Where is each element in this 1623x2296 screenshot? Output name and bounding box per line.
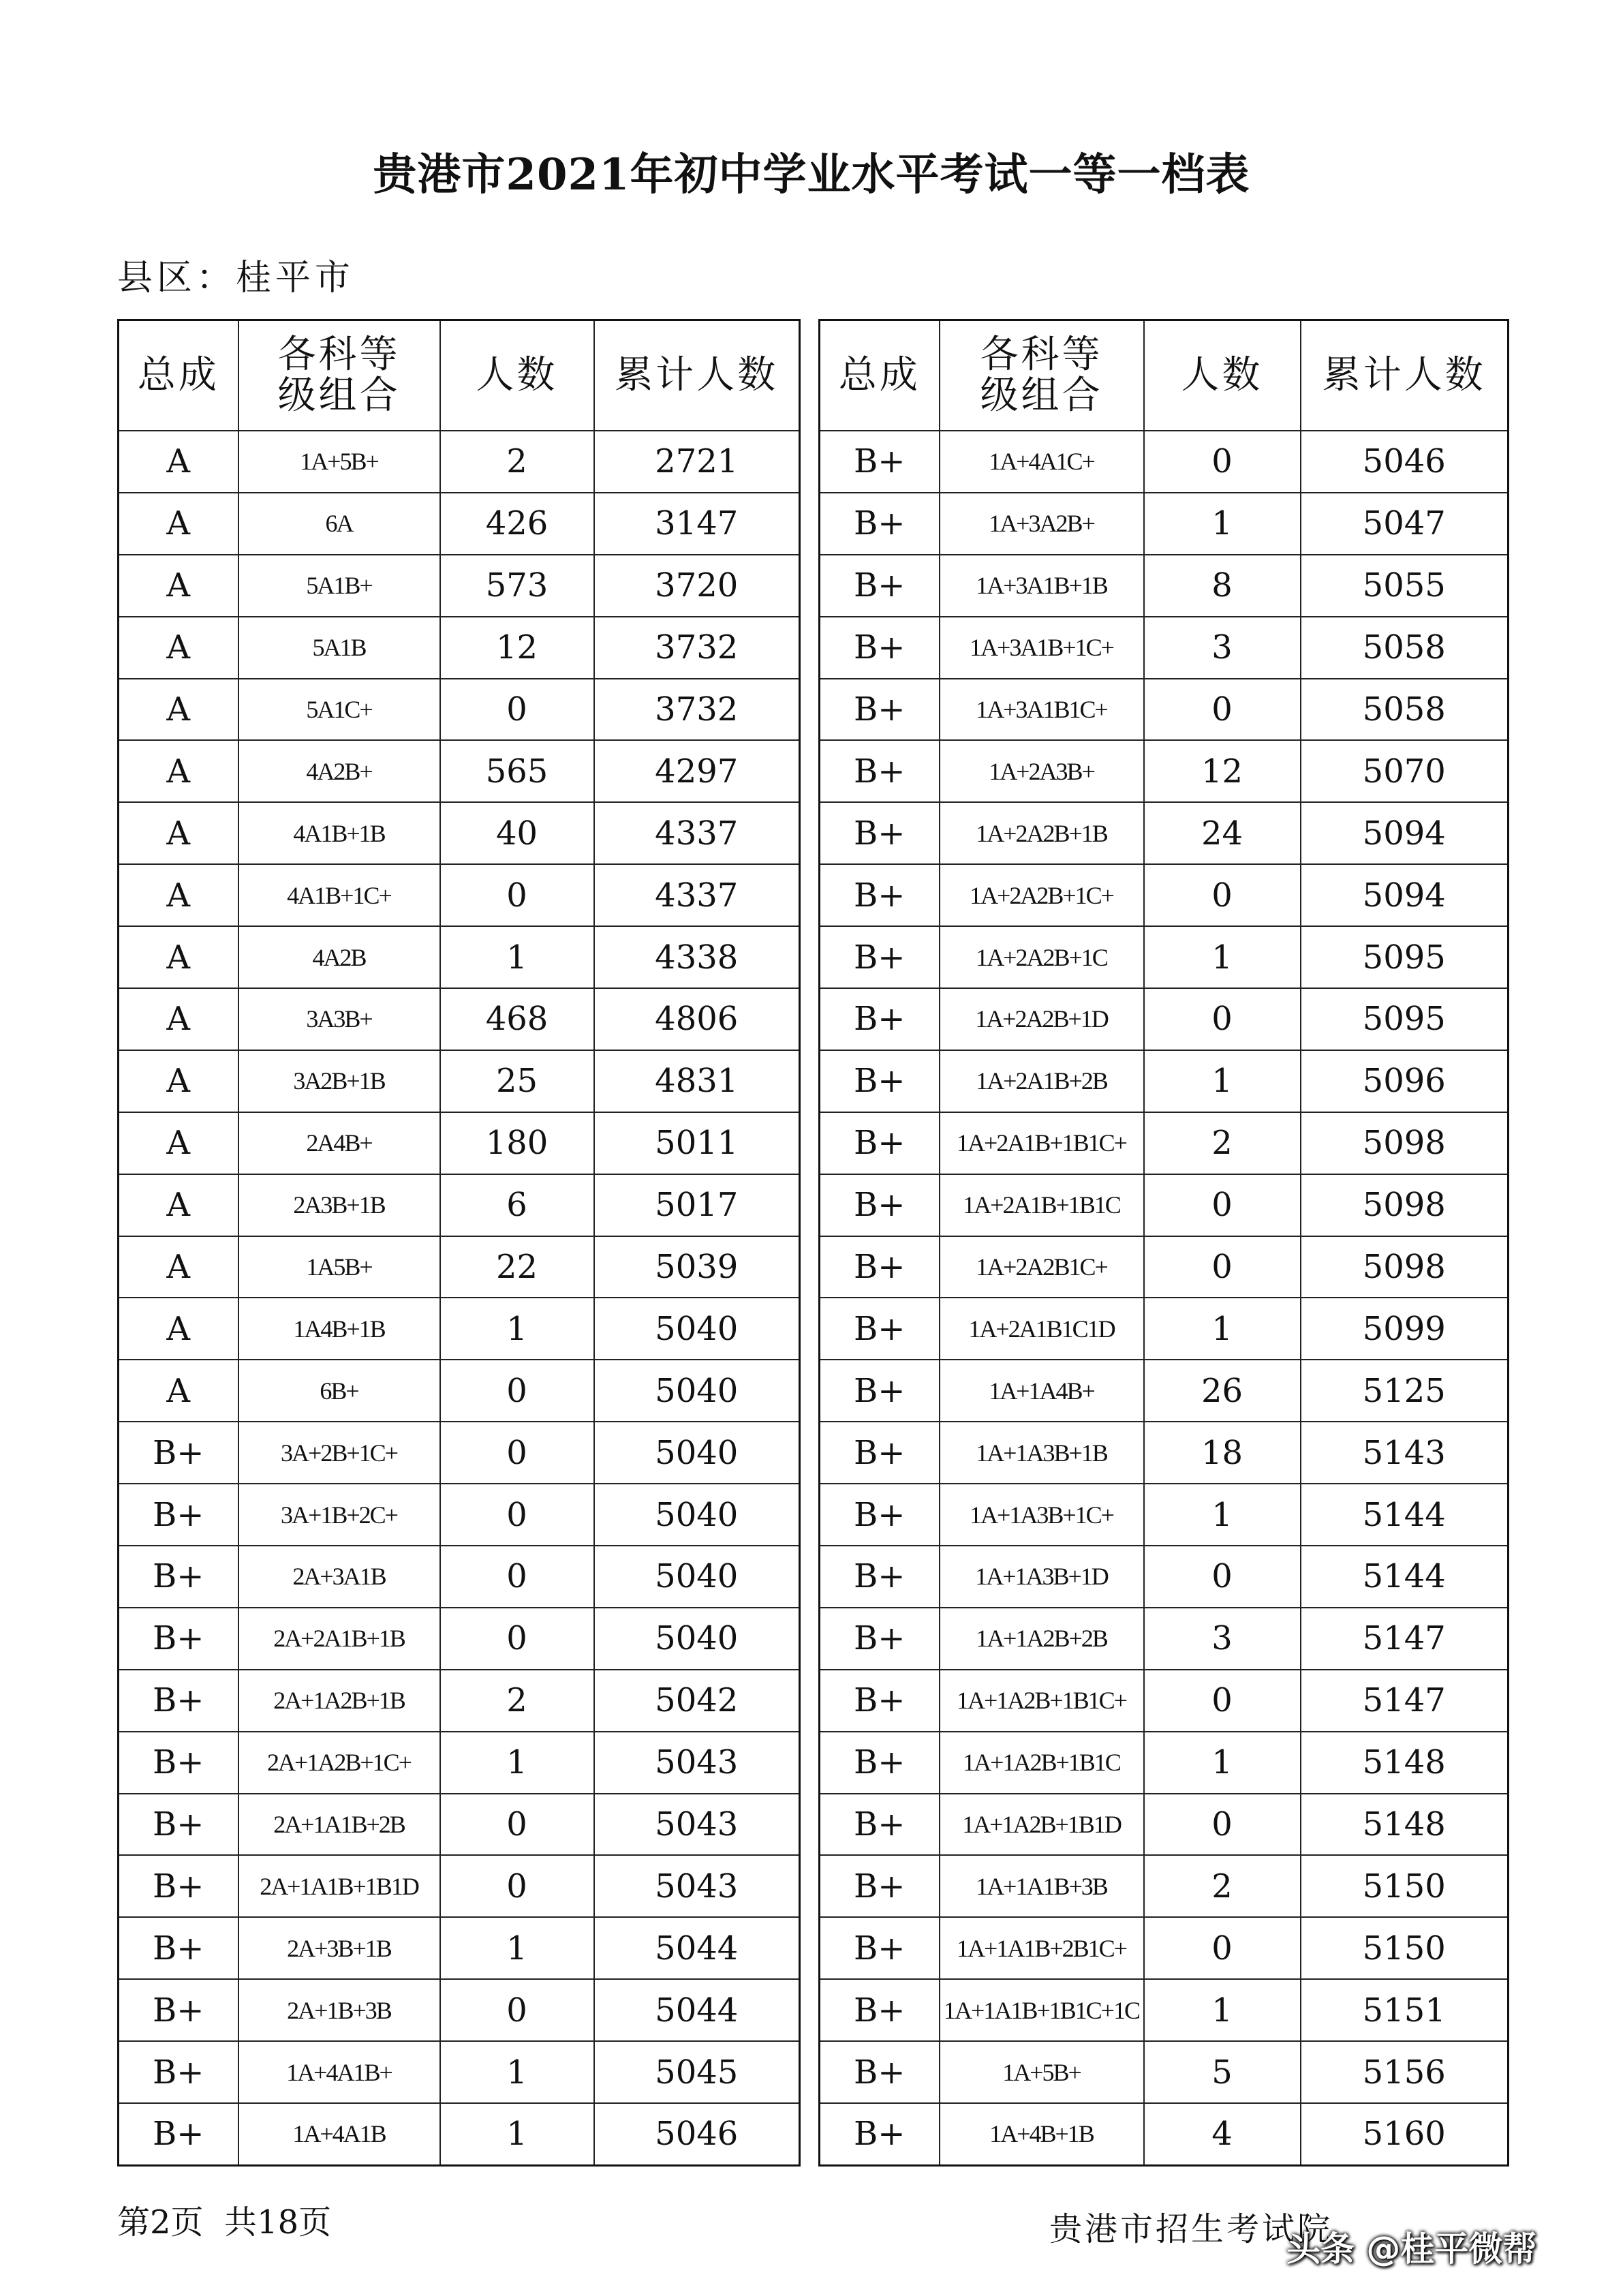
cell-count: 1 <box>1144 493 1301 555</box>
cell-cumulative: 4806 <box>594 988 800 1050</box>
cell-cumulative: 5044 <box>594 1979 800 2041</box>
table-row <box>119 1732 800 1794</box>
cell-cumulative: 5143 <box>1301 1422 1509 1484</box>
cell-subject-combo: 4A1B+1B <box>238 802 440 864</box>
cell-cumulative: 5043 <box>594 1855 800 1917</box>
cell-cumulative: 5098 <box>1301 1112 1509 1174</box>
table-row <box>119 1360 800 1422</box>
table-row <box>820 1794 1509 1856</box>
cell-subject-combo: 3A+1B+2C+ <box>238 1484 440 1546</box>
table-row <box>820 1855 1509 1917</box>
cell-count: 40 <box>440 802 594 864</box>
table-row <box>119 1484 800 1546</box>
cell-subject-combo: 2A+1A1B+2B <box>238 1794 440 1856</box>
cell-total-grade: B+ <box>820 1855 940 1917</box>
cell-subject-combo: 4A1B+1C+ <box>238 864 440 926</box>
cell-count: 0 <box>1144 1794 1301 1856</box>
cell-subject-combo: 2A+2A1B+1B <box>238 1608 440 1670</box>
cell-count: 1 <box>440 1298 594 1360</box>
cell-count: 0 <box>440 1979 594 2041</box>
cell-cumulative: 5055 <box>1301 555 1509 617</box>
cell-cumulative: 4338 <box>594 926 800 988</box>
cell-total-grade: A <box>119 926 238 988</box>
cell-total-grade: B+ <box>820 1298 940 1360</box>
issuing-org: 贵港市招生考试院 <box>1049 2210 1333 2248</box>
cell-cumulative: 5150 <box>1301 1917 1509 1979</box>
cell-total-grade: A <box>119 679 238 741</box>
cell-count: 25 <box>440 1050 594 1112</box>
cell-cumulative: 5156 <box>1301 2041 1509 2103</box>
cell-subject-combo: 1A+5B+ <box>238 431 440 493</box>
cell-subject-combo: 2A+3B+1B <box>238 1917 440 1979</box>
cell-subject-combo: 1A+1A3B+1C+ <box>940 1484 1144 1546</box>
cell-subject-combo: 3A2B+1B <box>238 1050 440 1112</box>
cell-cumulative: 5058 <box>1301 679 1509 741</box>
cell-subject-combo: 1A+2A2B+1D <box>940 988 1144 1050</box>
cell-total-grade: B+ <box>820 1050 940 1112</box>
table-row <box>119 1608 800 1670</box>
table-row <box>119 1174 800 1236</box>
cell-count: 0 <box>440 864 594 926</box>
table-row <box>820 1422 1509 1484</box>
table-row <box>119 617 800 679</box>
table-row <box>119 555 800 617</box>
table-row <box>820 1670 1509 1732</box>
cell-subject-combo: 1A+2A1B+1B1C+ <box>940 1112 1144 1174</box>
cell-cumulative: 4337 <box>594 802 800 864</box>
table-row <box>119 1298 800 1360</box>
cell-cumulative: 2721 <box>594 431 800 493</box>
cell-total-grade: B+ <box>820 802 940 864</box>
cell-count: 1 <box>440 1732 594 1794</box>
cell-subject-combo: 3A3B+ <box>238 988 440 1050</box>
cell-cumulative: 4831 <box>594 1050 800 1112</box>
cell-count: 426 <box>440 493 594 555</box>
cell-cumulative: 5094 <box>1301 802 1509 864</box>
cell-cumulative: 5096 <box>1301 1050 1509 1112</box>
table-row <box>119 1050 800 1112</box>
cell-cumulative: 5040 <box>594 1546 800 1608</box>
cell-subject-combo: 1A+2A2B+1C+ <box>940 864 1144 926</box>
table-row <box>119 1236 800 1298</box>
cell-subject-combo: 2A4B+ <box>238 1112 440 1174</box>
cell-count: 0 <box>440 1794 594 1856</box>
cell-subject-combo: 2A+1A2B+1B <box>238 1670 440 1732</box>
cell-subject-combo: 6B+ <box>238 1360 440 1422</box>
table-row <box>820 1298 1509 1360</box>
cell-total-grade: A <box>119 555 238 617</box>
cell-total-grade: A <box>119 740 238 802</box>
cell-subject-combo: 1A+1A1B+2B1C+ <box>940 1917 1144 1979</box>
cell-count: 0 <box>1144 1236 1301 1298</box>
cell-total-grade: B+ <box>820 740 940 802</box>
cell-count: 24 <box>1144 802 1301 864</box>
cell-cumulative: 5148 <box>1301 1732 1509 1794</box>
cell-cumulative: 5043 <box>594 1794 800 1856</box>
table-row <box>119 493 800 555</box>
cell-count: 0 <box>1144 988 1301 1050</box>
table-row <box>119 1917 800 1979</box>
cell-count: 2 <box>1144 1855 1301 1917</box>
cell-count: 1 <box>1144 1732 1301 1794</box>
cell-cumulative: 5011 <box>594 1112 800 1174</box>
cell-total-grade: A <box>119 1050 238 1112</box>
table-row <box>820 679 1509 741</box>
cell-count: 1 <box>440 926 594 988</box>
cell-total-grade: B+ <box>820 679 940 741</box>
table-row <box>119 988 800 1050</box>
table-row <box>820 1360 1509 1422</box>
cell-total-grade: B+ <box>119 2103 238 2165</box>
cell-subject-combo: 2A+1A2B+1C+ <box>238 1732 440 1794</box>
cell-total-grade: B+ <box>119 1608 238 1670</box>
cell-count: 0 <box>440 1855 594 1917</box>
table-row <box>119 2103 800 2165</box>
cell-subject-combo: 1A+4A1B+ <box>238 2041 440 2103</box>
header-total-grade: 总成 <box>119 320 238 431</box>
cell-cumulative: 5094 <box>1301 864 1509 926</box>
cell-subject-combo: 2A+3A1B <box>238 1546 440 1608</box>
cell-count: 0 <box>440 1546 594 1608</box>
cell-cumulative: 3732 <box>594 679 800 741</box>
header-cumulative: 累计人数 <box>594 320 800 431</box>
table-row <box>820 1608 1509 1670</box>
cell-cumulative: 5039 <box>594 1236 800 1298</box>
cell-total-grade: A <box>119 1174 238 1236</box>
cell-count: 1 <box>1144 1050 1301 1112</box>
cell-cumulative: 5144 <box>1301 1546 1509 1608</box>
cell-subject-combo: 6A <box>238 493 440 555</box>
cell-cumulative: 5144 <box>1301 1484 1509 1546</box>
cell-count: 26 <box>1144 1360 1301 1422</box>
cell-subject-combo: 1A+1A2B+1B1D <box>940 1794 1144 1856</box>
cell-total-grade: B+ <box>820 926 940 988</box>
table-row <box>119 740 800 802</box>
cell-count: 12 <box>1144 740 1301 802</box>
cell-total-grade: B+ <box>820 1174 940 1236</box>
table-row <box>119 926 800 988</box>
cell-count: 4 <box>1144 2103 1301 2165</box>
cell-total-grade: B+ <box>119 1732 238 1794</box>
cell-total-grade: B+ <box>119 1546 238 1608</box>
header-cumulative: 累计人数 <box>1301 320 1509 431</box>
cell-count: 0 <box>1144 864 1301 926</box>
cell-cumulative: 5046 <box>594 2103 800 2165</box>
cell-subject-combo: 1A4B+1B <box>238 1298 440 1360</box>
cell-subject-combo: 3A+2B+1C+ <box>238 1422 440 1484</box>
cell-total-grade: B+ <box>820 1422 940 1484</box>
cell-cumulative: 5095 <box>1301 926 1509 988</box>
table-row <box>119 1670 800 1732</box>
cell-cumulative: 5043 <box>594 1732 800 1794</box>
cell-total-grade: B+ <box>820 1670 940 1732</box>
cell-cumulative: 5046 <box>1301 431 1509 493</box>
cell-count: 0 <box>440 1484 594 1546</box>
cell-cumulative: 5047 <box>1301 493 1509 555</box>
cell-total-grade: B+ <box>820 988 940 1050</box>
table-row <box>820 493 1509 555</box>
cell-count: 1 <box>440 2041 594 2103</box>
cell-total-grade: A <box>119 1298 238 1360</box>
cell-total-grade: B+ <box>820 864 940 926</box>
cell-cumulative: 5040 <box>594 1360 800 1422</box>
cell-total-grade: A <box>119 1112 238 1174</box>
cell-cumulative: 5098 <box>1301 1174 1509 1236</box>
cell-count: 565 <box>440 740 594 802</box>
table-row <box>820 431 1509 493</box>
cell-total-grade: A <box>119 988 238 1050</box>
table-row <box>119 679 800 741</box>
cell-total-grade: B+ <box>820 431 940 493</box>
cell-subject-combo: 5A1C+ <box>238 679 440 741</box>
table-row <box>119 431 800 493</box>
cell-count: 22 <box>440 1236 594 1298</box>
cell-subject-combo: 1A5B+ <box>238 1236 440 1298</box>
table-row <box>820 864 1509 926</box>
cell-subject-combo: 1A+4A1B <box>238 2103 440 2165</box>
cell-cumulative: 3147 <box>594 493 800 555</box>
cell-subject-combo: 1A+1A2B+1B1C+ <box>940 1670 1144 1732</box>
table-row <box>820 802 1509 864</box>
cell-subject-combo: 1A+2A1B+1B1C <box>940 1174 1144 1236</box>
watermark: 头条 @桂平微帮 <box>1286 2229 1537 2269</box>
table-row <box>820 2103 1509 2165</box>
cell-subject-combo: 1A+2A2B+1C <box>940 926 1144 988</box>
table-header-row <box>820 320 1509 431</box>
table-row <box>119 1422 800 1484</box>
cell-count: 2 <box>1144 1112 1301 1174</box>
cell-count: 468 <box>440 988 594 1050</box>
cell-count: 0 <box>440 679 594 741</box>
cell-count: 180 <box>440 1112 594 1174</box>
table-row <box>820 1546 1509 1608</box>
cell-cumulative: 4297 <box>594 740 800 802</box>
cell-total-grade: A <box>119 802 238 864</box>
cell-cumulative: 5147 <box>1301 1670 1509 1732</box>
cell-total-grade: A <box>119 431 238 493</box>
cell-total-grade: B+ <box>820 1112 940 1174</box>
table-row <box>820 740 1509 802</box>
cell-cumulative: 4337 <box>594 864 800 926</box>
cell-total-grade: A <box>119 1236 238 1298</box>
header-total-grade: 总成 <box>820 320 940 431</box>
table-row <box>820 1732 1509 1794</box>
cell-cumulative: 5040 <box>594 1298 800 1360</box>
cell-subject-combo: 1A+1A3B+1B <box>940 1422 1144 1484</box>
cell-total-grade: B+ <box>119 1670 238 1732</box>
cell-subject-combo: 1A+1A3B+1D <box>940 1546 1144 1608</box>
cell-subject-combo: 4A2B+ <box>238 740 440 802</box>
header-count: 人数 <box>440 320 594 431</box>
cell-subject-combo: 1A+2A2B1C+ <box>940 1236 1144 1298</box>
cell-cumulative: 5058 <box>1301 617 1509 679</box>
grade-table-left <box>117 319 801 2167</box>
table-row <box>119 1112 800 1174</box>
cell-total-grade: A <box>119 864 238 926</box>
table-row <box>820 1050 1509 1112</box>
cell-subject-combo: 1A+3A1B1C+ <box>940 679 1144 741</box>
cell-total-grade: A <box>119 1360 238 1422</box>
table-row <box>820 926 1509 988</box>
cell-subject-combo: 4A2B <box>238 926 440 988</box>
cell-count: 0 <box>1144 1546 1301 1608</box>
cell-count: 18 <box>1144 1422 1301 1484</box>
cell-total-grade: B+ <box>820 493 940 555</box>
cell-cumulative: 5147 <box>1301 1608 1509 1670</box>
cell-count: 1 <box>1144 1979 1301 2041</box>
cell-total-grade: B+ <box>820 1979 940 2041</box>
cell-subject-combo: 1A+5B+ <box>940 2041 1144 2103</box>
cell-count: 6 <box>440 1174 594 1236</box>
cell-total-grade: B+ <box>820 617 940 679</box>
cell-subject-combo: 1A+1A2B+2B <box>940 1608 1144 1670</box>
cell-cumulative: 3732 <box>594 617 800 679</box>
cell-count: 0 <box>1144 679 1301 741</box>
cell-count: 1 <box>1144 1484 1301 1546</box>
cell-cumulative: 5040 <box>594 1484 800 1546</box>
cell-subject-combo: 1A+3A1B+1B <box>940 555 1144 617</box>
header-count: 人数 <box>1144 320 1301 431</box>
cell-cumulative: 5160 <box>1301 2103 1509 2165</box>
cell-count: 12 <box>440 617 594 679</box>
cell-total-grade: B+ <box>119 1422 238 1484</box>
cell-total-grade: B+ <box>820 1732 940 1794</box>
cell-subject-combo: 5A1B <box>238 617 440 679</box>
cell-total-grade: B+ <box>820 555 940 617</box>
cell-total-grade: B+ <box>119 1917 238 1979</box>
cell-count: 0 <box>440 1360 594 1422</box>
table-row <box>820 1174 1509 1236</box>
cell-cumulative: 5125 <box>1301 1360 1509 1422</box>
document-title: 贵港市2021年初中学业水平考试一等一档表 <box>373 149 1250 200</box>
cell-count: 1 <box>1144 926 1301 988</box>
table-row <box>119 1794 800 1856</box>
table-row <box>820 1979 1509 2041</box>
cell-count: 1 <box>1144 1298 1301 1360</box>
cell-subject-combo: 1A+2A2B+1B <box>940 802 1144 864</box>
cell-cumulative: 5148 <box>1301 1794 1509 1856</box>
cell-cumulative: 5098 <box>1301 1236 1509 1298</box>
cell-total-grade: B+ <box>119 1794 238 1856</box>
cell-subject-combo: 1A+2A1B+2B <box>940 1050 1144 1112</box>
cell-subject-combo: 2A+1A1B+1B1D <box>238 1855 440 1917</box>
cell-subject-combo: 5A1B+ <box>238 555 440 617</box>
cell-count: 3 <box>1144 617 1301 679</box>
cell-count: 5 <box>1144 2041 1301 2103</box>
table-row <box>119 1979 800 2041</box>
table-body-right <box>820 431 1509 2165</box>
table-row <box>119 2041 800 2103</box>
table-row <box>820 1484 1509 1546</box>
table-row <box>119 864 800 926</box>
cell-count: 0 <box>1144 1917 1301 1979</box>
cell-count: 1 <box>440 2103 594 2165</box>
cell-count: 3 <box>1144 1608 1301 1670</box>
cell-count: 0 <box>1144 1174 1301 1236</box>
cell-total-grade: A <box>119 493 238 555</box>
cell-count: 0 <box>1144 431 1301 493</box>
cell-total-grade: B+ <box>119 1979 238 2041</box>
cell-cumulative: 5150 <box>1301 1855 1509 1917</box>
cell-count: 0 <box>440 1422 594 1484</box>
table-row <box>119 1855 800 1917</box>
cell-total-grade: B+ <box>820 1608 940 1670</box>
table-row <box>820 1236 1509 1298</box>
header-subject-combo: 各科等级组合 <box>238 320 440 431</box>
cell-subject-combo: 1A+1A4B+ <box>940 1360 1144 1422</box>
cell-total-grade: B+ <box>820 1236 940 1298</box>
county-label: 县区：桂平市 <box>117 258 355 299</box>
table-row <box>119 802 800 864</box>
cell-subject-combo: 1A+3A2B+ <box>940 493 1144 555</box>
cell-count: 0 <box>440 1608 594 1670</box>
cell-subject-combo: 1A+4A1C+ <box>940 431 1144 493</box>
table-row <box>820 1917 1509 1979</box>
cell-subject-combo: 1A+4B+1B <box>940 2103 1144 2165</box>
cell-count: 1 <box>440 1917 594 1979</box>
table-row <box>820 2041 1509 2103</box>
cell-count: 0 <box>1144 1670 1301 1732</box>
table-row <box>820 617 1509 679</box>
cell-total-grade: B+ <box>820 1794 940 1856</box>
cell-cumulative: 5044 <box>594 1917 800 1979</box>
cell-total-grade: B+ <box>119 1484 238 1546</box>
table-row <box>820 988 1509 1050</box>
cell-count: 2 <box>440 431 594 493</box>
cell-subject-combo: 1A+1A1B+3B <box>940 1855 1144 1917</box>
cell-cumulative: 5017 <box>594 1174 800 1236</box>
cell-count: 573 <box>440 555 594 617</box>
table-row <box>820 1112 1509 1174</box>
grade-table-right <box>818 319 1509 2167</box>
cell-subject-combo: 2A3B+1B <box>238 1174 440 1236</box>
table-row <box>119 1546 800 1608</box>
cell-cumulative: 5042 <box>594 1670 800 1732</box>
cell-cumulative: 3720 <box>594 555 800 617</box>
cell-cumulative: 5099 <box>1301 1298 1509 1360</box>
cell-subject-combo: 1A+1A2B+1B1C <box>940 1732 1144 1794</box>
cell-total-grade: B+ <box>820 1917 940 1979</box>
cell-total-grade: B+ <box>820 2041 940 2103</box>
cell-cumulative: 5070 <box>1301 740 1509 802</box>
cell-total-grade: B+ <box>119 2041 238 2103</box>
cell-subject-combo: 1A+1A1B+1B1C+1C <box>940 1979 1144 2041</box>
cell-total-grade: B+ <box>119 1855 238 1917</box>
cell-cumulative: 5151 <box>1301 1979 1509 2041</box>
cell-cumulative: 5040 <box>594 1422 800 1484</box>
table-header-row <box>119 320 800 431</box>
cell-total-grade: B+ <box>820 1484 940 1546</box>
cell-total-grade: A <box>119 617 238 679</box>
cell-subject-combo: 2A+1B+3B <box>238 1979 440 2041</box>
cell-total-grade: B+ <box>820 2103 940 2165</box>
cell-cumulative: 5045 <box>594 2041 800 2103</box>
page-number: 第2页 共18页 <box>117 2203 332 2241</box>
cell-cumulative: 5095 <box>1301 988 1509 1050</box>
table-row <box>820 555 1509 617</box>
cell-count: 8 <box>1144 555 1301 617</box>
cell-subject-combo: 1A+2A3B+ <box>940 740 1144 802</box>
header-subject-combo: 各科等级组合 <box>940 320 1144 431</box>
cell-count: 2 <box>440 1670 594 1732</box>
cell-total-grade: B+ <box>820 1546 940 1608</box>
cell-subject-combo: 1A+2A1B1C1D <box>940 1298 1144 1360</box>
cell-cumulative: 5040 <box>594 1608 800 1670</box>
table-body-left <box>119 431 800 2165</box>
cell-subject-combo: 1A+3A1B+1C+ <box>940 617 1144 679</box>
cell-total-grade: B+ <box>820 1360 940 1422</box>
